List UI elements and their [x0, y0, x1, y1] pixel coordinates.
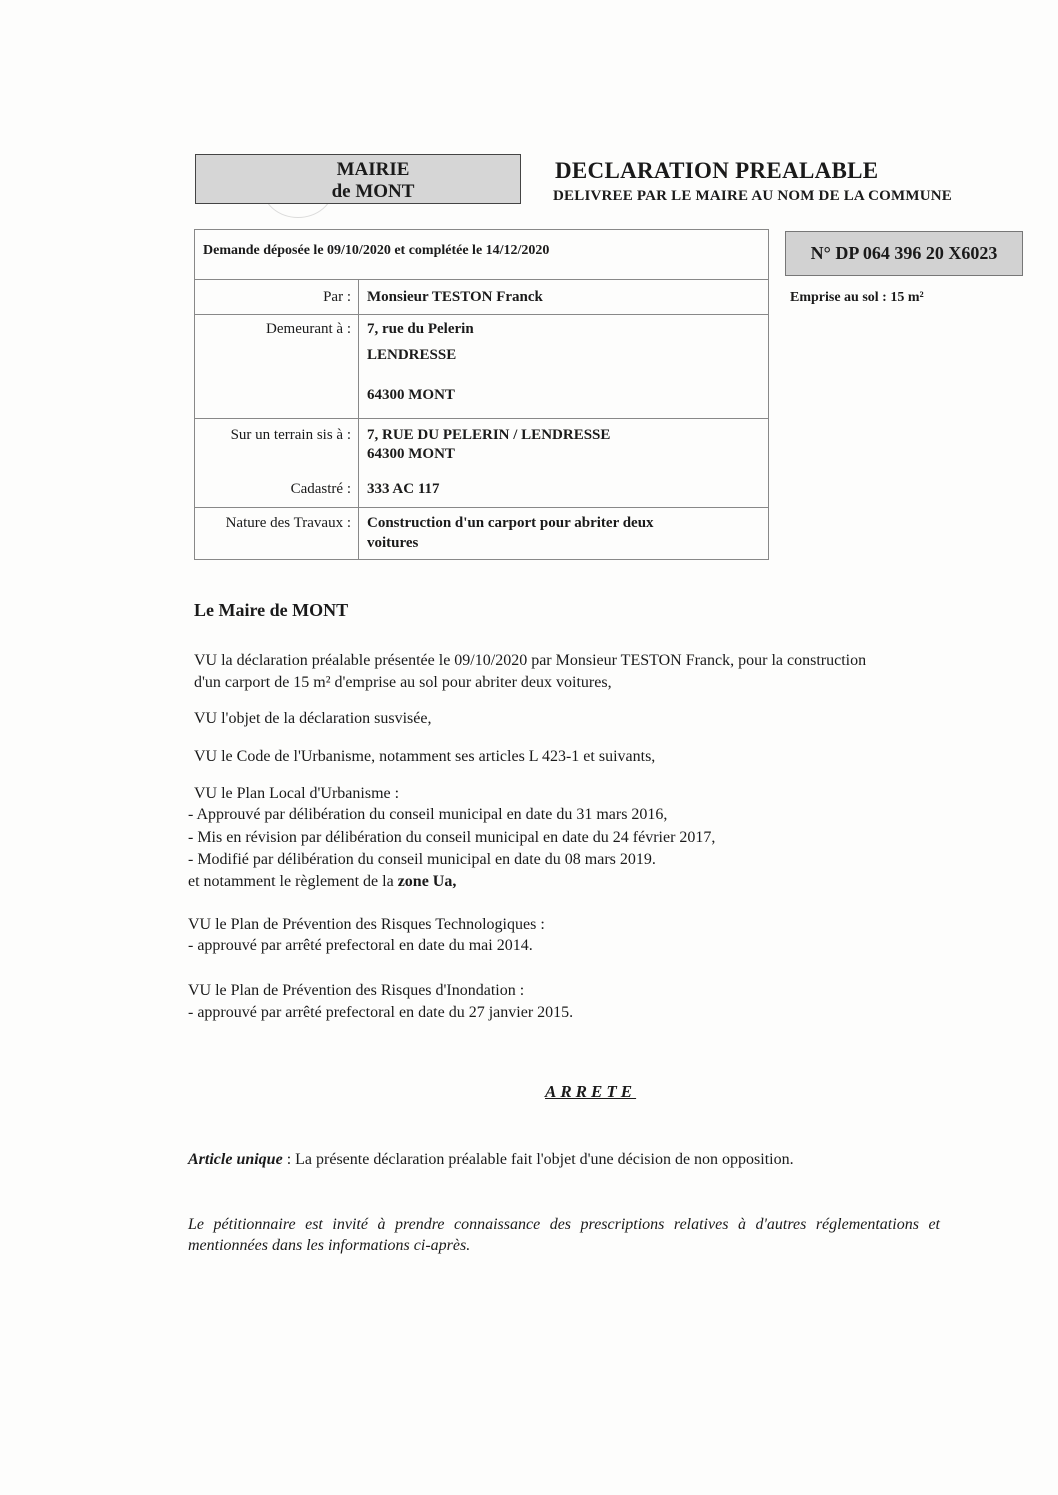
demeurant-line1: 7, rue du Pelerin [367, 321, 474, 337]
demeurant-row [195, 314, 768, 418]
plu-item-2: - Mis en révision par délibération du conseil municipal en date du 24 février 2017, [188, 829, 716, 846]
vu1-line2: d'un carport de 15 m² d'emprise au sol pour abriter deux voitures, [194, 674, 612, 691]
par-row [195, 279, 768, 314]
mairie-line2: de MONT [331, 181, 415, 202]
cadastre-label: Cadastré : [290, 481, 351, 497]
plu-item-4 [188, 872, 456, 892]
par-value: Monsieur TESTON Franck [367, 289, 543, 305]
cadastre-value: 333 AC 117 [367, 481, 440, 497]
document-subtitle: DELIVREE PAR LE MAIRE AU NOM DE LA COMMUNE [553, 188, 952, 204]
document-title: DECLARATION PREALABLE [555, 158, 879, 183]
terrain-label: Sur un terrain sis à : [230, 427, 351, 443]
ppri-item-1: - approuvé par arrêté prefectoral en date du 27 janvier 2015. [188, 1004, 574, 1021]
terrain-row [195, 418, 768, 507]
plu-zone: zone Ua, [397, 873, 457, 890]
dossier-number: N° DP 064 396 20 X6023 [785, 231, 1023, 276]
article-label: Article unique [188, 1151, 283, 1168]
mairie-line1: MAIRIE [336, 159, 410, 180]
vu1-line1: VU la déclaration préalable présentée le 09/10/2020 par Monsieur TESTON Franck, pour la construction [194, 652, 867, 669]
information-note: Le pétitionnaire est invité à prendre connaissance des prescriptions relatives à d'autres réglementations et mentionnées dans les informations ci-après. [188, 1216, 940, 1254]
article-text: : La présente déclaration préalable fait l'objet d'une décision de non opposition. [282, 1151, 794, 1168]
terrain-line2: 64300 MONT [367, 446, 455, 462]
arrete-heading: ARRETE [545, 1082, 637, 1101]
nature-line1: Construction d'un carport pour abriter deux [367, 515, 654, 531]
nature-label: Nature des Travaux : [225, 515, 351, 531]
nature-line2: voitures [367, 535, 419, 551]
plu-title: VU le Plan Local d'Urbanisme : [194, 785, 400, 802]
article-unique [188, 1150, 794, 1170]
demeurant-label: Demeurant à : [266, 321, 351, 337]
pprt-item-1: - approuvé par arrêté prefectoral en date du mai 2014. [188, 937, 533, 954]
demande-heading-row [195, 230, 768, 279]
terrain-line1: 7, RUE DU PELERIN / LENDRESSE [367, 427, 611, 443]
demande-heading: Demande déposée le 09/10/2020 et complétée le 14/12/2020 [203, 243, 550, 258]
vu3: VU le Code de l'Urbanisme, notamment ses articles L 423-1 et suivants, [194, 748, 656, 765]
nature-row [195, 507, 768, 559]
demeurant-line2: LENDRESSE [367, 347, 457, 363]
demeurant-line3: 64300 MONT [367, 387, 455, 403]
pprt-title: VU le Plan de Prévention des Risques Technologiques : [188, 916, 545, 933]
emprise-au-sol: Emprise au sol : 15 m² [790, 290, 924, 305]
par-label: Par : [323, 289, 351, 305]
plu-item-4-prefix: et notamment le règlement de la [188, 873, 398, 890]
plu-item-1: - Approuvé par délibération du conseil municipal en date du 31 mars 2016, [188, 806, 668, 823]
demande-table [194, 229, 769, 560]
vu2: VU l'objet de la déclaration susvisée, [194, 710, 432, 727]
ppri-title: VU le Plan de Prévention des Risques d'Inondation : [188, 982, 525, 999]
mairie-box [195, 154, 521, 204]
plu-item-3: - Modifié par délibération du conseil municipal en date du 08 mars 2019. [188, 851, 656, 868]
maire-heading: Le Maire de MONT [194, 600, 349, 620]
